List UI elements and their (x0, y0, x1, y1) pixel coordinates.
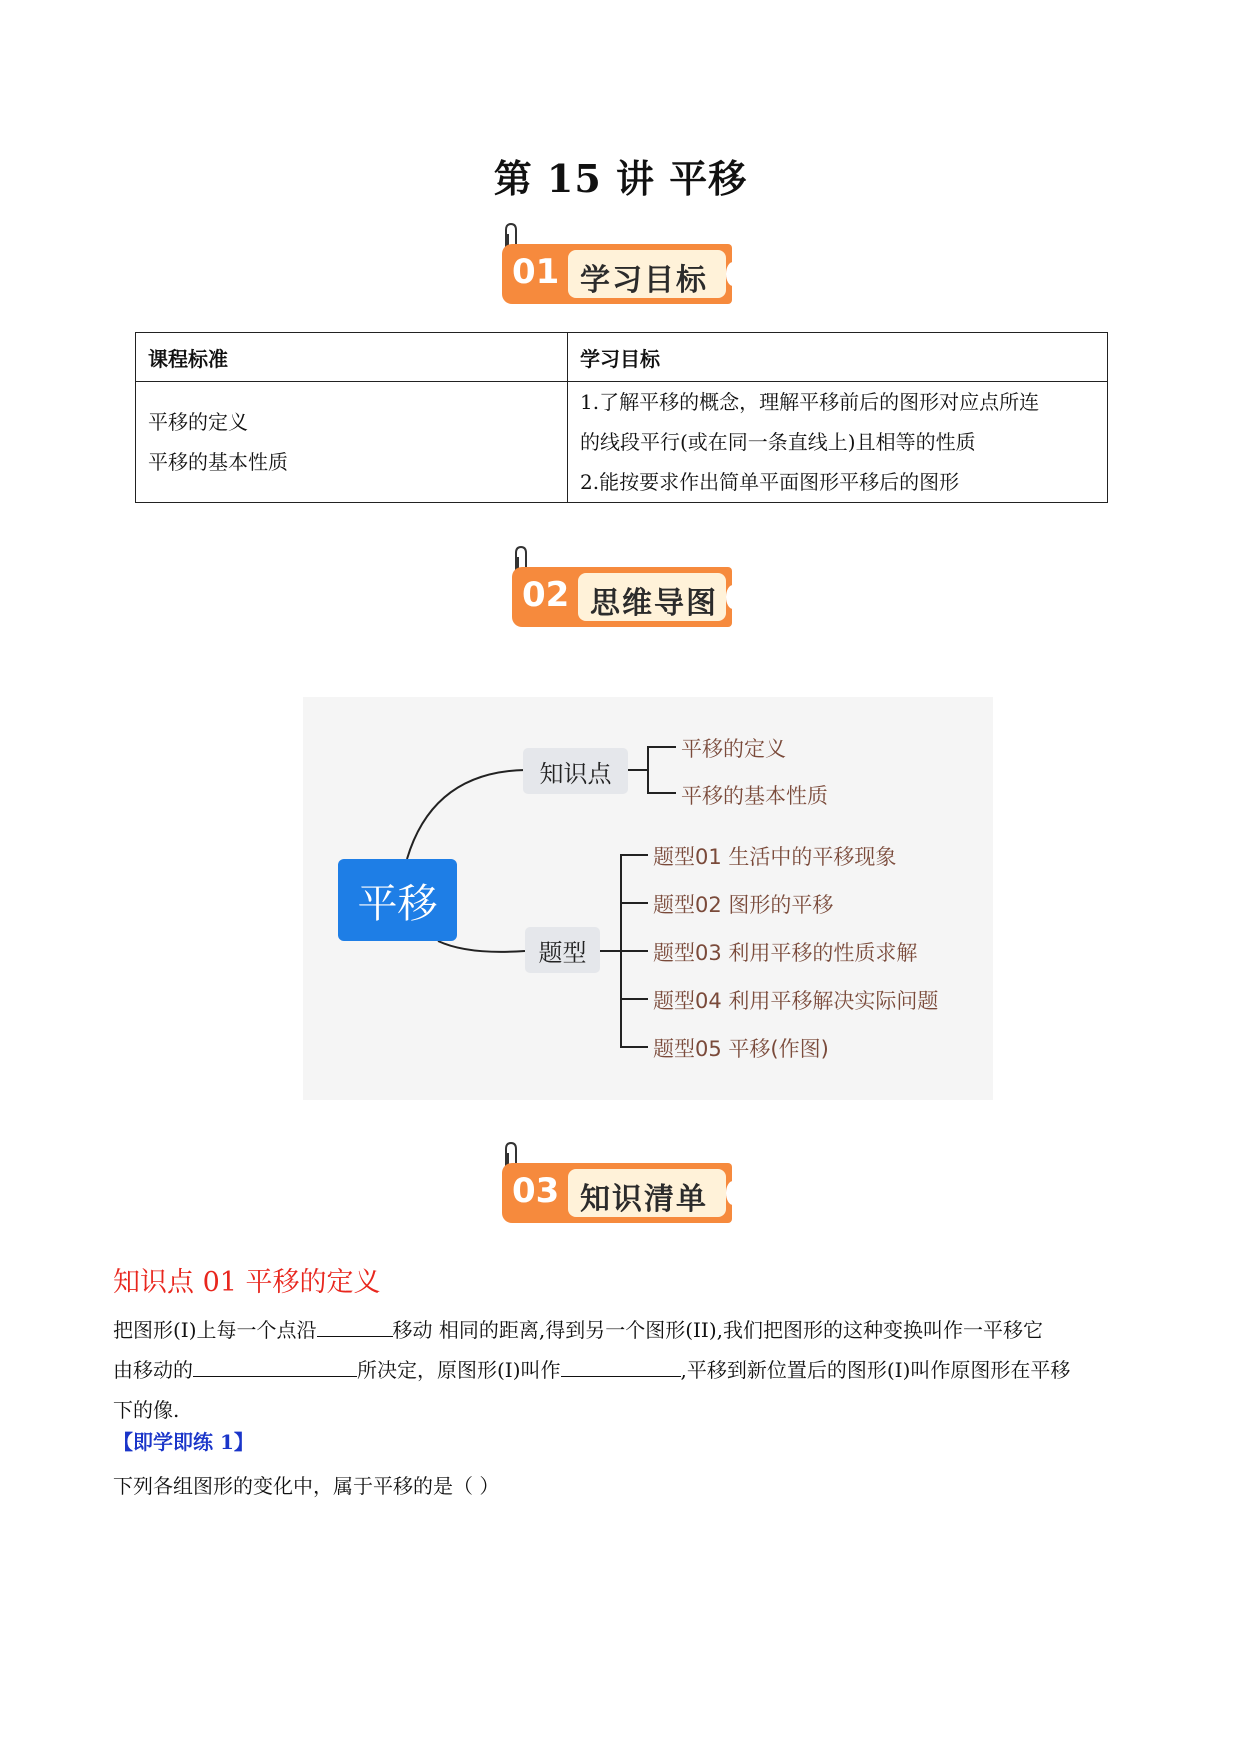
mind-map-leaf: 题型03 利用平移的性质求解 (653, 941, 918, 965)
goal-line: 的线段平行(或在同一条直线上)且相等的性质 (580, 430, 976, 454)
mind-map-node-knowledge: 知识点 (523, 748, 628, 794)
page-title: 第 15 讲 平移 (493, 156, 748, 201)
practice-label: 【即学即练 1】 (113, 1430, 254, 1454)
mind-map-leaf: 平移的定义 (681, 737, 786, 761)
paragraph-line: 下的像. (113, 1398, 180, 1422)
connector-root-types (438, 941, 525, 952)
paragraph-text: 把图形(I)上每一个点沿 (113, 1318, 317, 1342)
mind-map-leaf: 题型05 平移(作图) (653, 1037, 829, 1061)
bracket-knowledge (648, 747, 676, 793)
standard-item: 平移的基本性质 (148, 450, 288, 474)
goal-line: 1.了解平移的概念，理解平移前后的图形对应点所连 (580, 390, 1040, 414)
goals-cell (568, 382, 1108, 503)
badge-notch (726, 1181, 740, 1205)
goal-line: 2.能按要求作出简单平面图形平移后的图形 (580, 470, 960, 494)
paragraph-text: ,平移到新位置后的图形(I)叫作原图形在平移 (680, 1358, 1071, 1382)
knowledge-point-title: 知识点 01 平移的定义 (113, 1267, 381, 1298)
badge-label: 学习目标 (580, 263, 708, 298)
paragraph-text: 由移动的 (113, 1358, 193, 1382)
connector-root-knowledge (407, 770, 525, 859)
paragraph-line (113, 1350, 1128, 1390)
mind-map-leaf: 题型01 生活中的平移现象 (653, 845, 897, 869)
section-badge-01 (502, 244, 740, 304)
paragraph-text: 所决定，原图形(I)叫作 (357, 1358, 561, 1382)
section-badge-03 (502, 1163, 740, 1223)
badge-label: 知识清单 (580, 1182, 708, 1217)
mind-map (303, 697, 993, 1100)
badge-notch (726, 262, 740, 286)
badge-label: 思维导图 (590, 586, 718, 621)
header-standard: 课程标准 (136, 333, 568, 382)
paragraph-text: 移动 相同的距离,得到另一个图形(II),我们把图形的这种变换叫作一平移它 (392, 1318, 1043, 1342)
mind-map-root: 平移 (338, 859, 457, 941)
standards-cell (136, 382, 568, 503)
section-badge-02 (512, 567, 750, 627)
paragraph-line (113, 1310, 1128, 1350)
mind-map-node-types: 题型 (525, 927, 600, 973)
fill-blank[interactable] (561, 1354, 681, 1377)
standard-item: 平移的定义 (148, 410, 248, 434)
badge-number: 03 (512, 1171, 560, 1211)
mind-map-leaf: 题型02 图形的平移 (653, 893, 834, 917)
badge-number: 02 (522, 575, 570, 615)
fill-blank[interactable] (193, 1354, 357, 1377)
definition-paragraph (113, 1310, 1128, 1430)
table-header-row (136, 333, 1108, 382)
badge-number: 01 (512, 252, 560, 292)
mind-map-leaf: 平移的基本性质 (681, 784, 828, 808)
badge-notch (726, 585, 740, 609)
table-row (136, 382, 1108, 503)
fill-blank[interactable] (317, 1314, 393, 1337)
practice-question: 下列各组图形的变化中，属于平移的是（ ） (113, 1474, 500, 1498)
curriculum-table (135, 332, 1108, 503)
mind-map-leaf: 题型04 利用平移解决实际问题 (653, 989, 939, 1013)
header-goal: 学习目标 (568, 333, 1108, 382)
